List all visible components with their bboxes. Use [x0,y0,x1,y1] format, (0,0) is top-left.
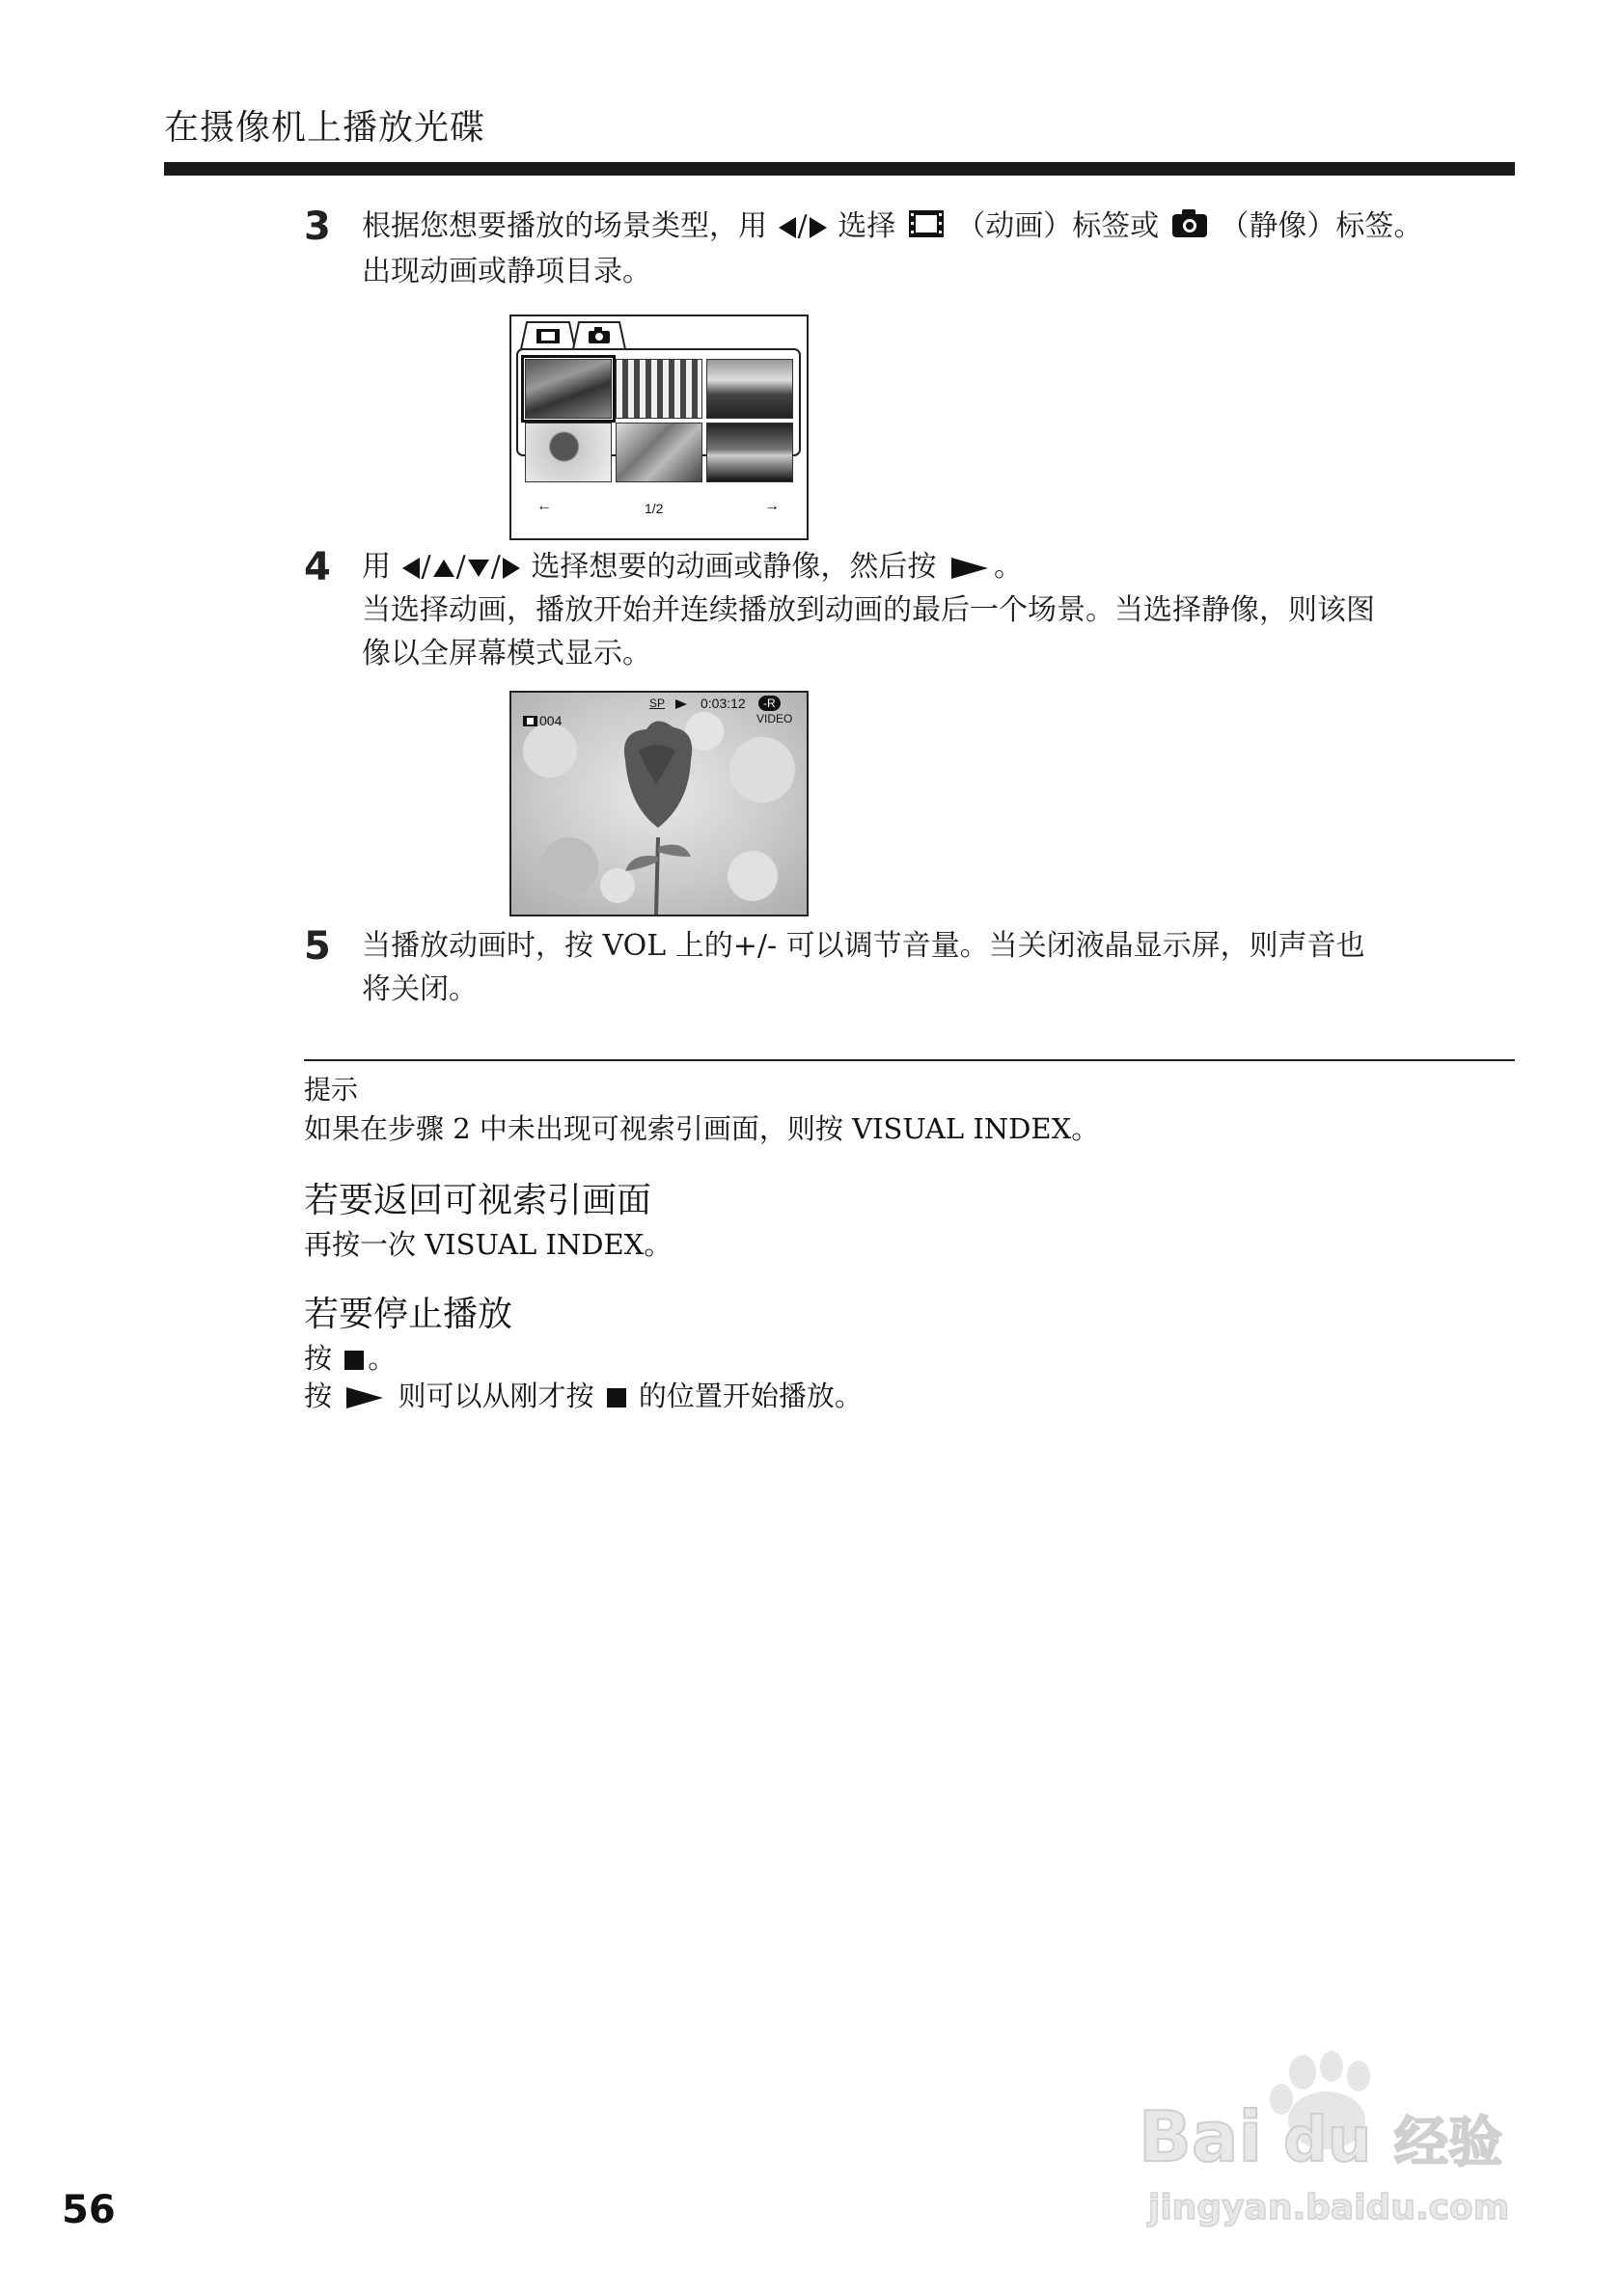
film-icon [523,716,537,726]
step-3 [304,205,1510,293]
video-mode-label: VIDEO [756,712,793,725]
up-arrow-icon [433,560,454,577]
step3-line2: 出现动画或静项目录。 [362,254,651,288]
section-text-return: 再按一次 VISUAL INDEX。 [304,1228,673,1261]
step4-line2: 当选择动画，播放开始并连续播放到动画的最后一个场景。当选择静像，则该图 [362,593,1375,627]
separator: / [797,209,808,243]
stop-text-c: 按 [304,1380,333,1412]
time-counter: 0:03:12 [701,696,746,711]
disc-type-badge: -R [758,696,781,711]
scene-number: 004 [539,713,563,728]
stop-text-b: 。 [368,1342,397,1375]
down-arrow-icon [468,560,489,577]
playback-screen [509,691,809,916]
page-number: 56 [62,2188,116,2232]
svg-text:du: du [1283,2105,1372,2176]
section-heading-stop: 若要停止播放 [304,1295,513,1334]
step-4 [304,545,1510,675]
stop-text-d: 则可以从刚才按 [398,1380,594,1412]
thumbnail[interactable] [706,423,793,482]
step3-text-b: 选择 [838,209,896,243]
left-arrow-icon [779,217,796,238]
film-icon [536,329,560,343]
section-heading-return: 若要返回可视索引画面 [304,1181,652,1220]
stop-line-2 [304,1375,863,1414]
hint-divider [304,1059,1515,1061]
hint-text: 如果在步骤 2 中未出现可视索引画面，则按 VISUAL INDEX。 [304,1112,1100,1145]
thumbnail[interactable] [525,423,612,482]
step4-line3: 像以全屏幕模式显示。 [362,637,651,670]
step-5 [304,924,1510,1011]
next-page-arrow[interactable]: → [764,498,780,514]
page-indicator: 1/2 [645,501,664,516]
thumbnail[interactable] [616,359,702,419]
step4-text-a: 用 [362,550,391,584]
separator: / [455,550,466,584]
previous-page-arrow[interactable]: ← [536,498,552,514]
sp-mode-indicator: SP [649,697,666,710]
separator: / [490,550,501,584]
play-icon [951,558,988,579]
camera-icon [1172,206,1207,250]
svg-text:Bai: Bai [1139,2096,1263,2177]
step3-text-d: （静像）标签。 [1220,209,1423,243]
step3-text-a: 根据您想要播放的场景类型，用 [362,209,767,243]
play-status-icon [675,699,687,709]
step4-text-b: 选择想要的动画或静像，然后按 [531,550,937,584]
thumbnail[interactable] [706,359,793,419]
film-icon [909,206,944,250]
stop-icon [607,1388,626,1408]
stop-text-a: 按 [304,1342,333,1375]
stop-line-1 [304,1337,396,1377]
thumbnail[interactable] [525,359,612,419]
svg-text:经验: 经验 [1394,2112,1502,2174]
hint-label: 提示 [304,1074,359,1106]
play-icon [346,1387,383,1408]
step-number: 3 [304,205,331,249]
step-number: 5 [304,924,331,969]
visual-index-screen [509,314,809,540]
stop-icon [344,1351,364,1370]
step5-line1: 当播放动画时，按 VOL 上的+/- 可以调节音量。当关闭液晶显示屏，则声音也 [362,929,1365,963]
step5-line2: 将关闭。 [362,972,478,1006]
separator: / [421,550,431,584]
right-arrow-icon [503,558,520,579]
header-rule [164,162,1515,176]
step3-text-c: （动画）标签或 [956,209,1160,243]
step4-text-c: 。 [993,550,1023,584]
right-arrow-icon [810,217,827,238]
page-header-title: 在摄像机上播放光碟 [164,108,486,148]
thumbnail[interactable] [616,423,702,482]
left-arrow-icon [402,558,420,579]
stop-text-e: 的位置开始播放。 [638,1380,863,1412]
baidu-watermark [1139,2045,1544,2238]
svg-text:jingyan.baidu.com: jingyan.baidu.com [1148,2188,1510,2228]
step-number: 4 [304,545,331,589]
